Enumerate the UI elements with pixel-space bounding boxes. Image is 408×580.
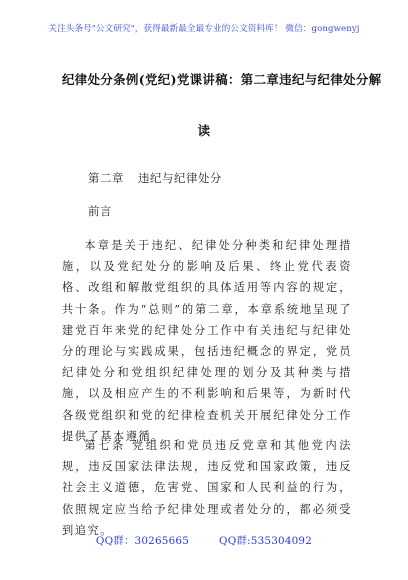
chapter-name: 违纪与纪律处分 <box>137 171 222 185</box>
footer-qq-group-2: QQ群:535304092 <box>219 535 313 547</box>
article-paragraph: 第七条 党组织和党员违反党章和其他党内法规，违反国家法律法规，违反党和国家政策，违反社会主义道德，危害党、国家和人民利益的行为，依照规定应当给予纪律处理或者处分的，都必须受到追究。 <box>62 439 352 537</box>
footer-qq-group-1: QQ群：30265665 <box>95 535 190 547</box>
preface-label: 前言 <box>88 204 112 218</box>
footer-qq-groups <box>0 532 408 547</box>
chapter-heading <box>88 170 222 186</box>
chapter-number: 第二章 <box>88 171 124 185</box>
header-notice: 关注头条号"公文研究"，获得最新最全最专业的公文资料库！ 微信：gongwenyj <box>48 24 360 34</box>
document-title-line1: 纪律处分条例(党纪)党课讲稿：第二章违纪与纪律处分解 <box>62 72 382 87</box>
document-title-line2: 读 <box>197 123 211 138</box>
body-paragraph: 本章是关于违纪、纪律处分种类和纪律处理措施，以及党纪处分的影响及后果、终止党代表资格、改组和解散党组织的具体适用等内容的规定，共十条。作为“总则”的第二章，本章系统地呈现了建党百年来党的纪律处分工作中有关违纪与纪律处分的理论与实践成果，包括违纪概念的界定，党员纪律处分和党组织纪律处理的划分及其种类与措施，以及相应产生的不利影响和后果等，为新时代各级党组织和党的纪律检查机关开展纪律处分工作提供了基本遵循。 <box>62 239 352 443</box>
